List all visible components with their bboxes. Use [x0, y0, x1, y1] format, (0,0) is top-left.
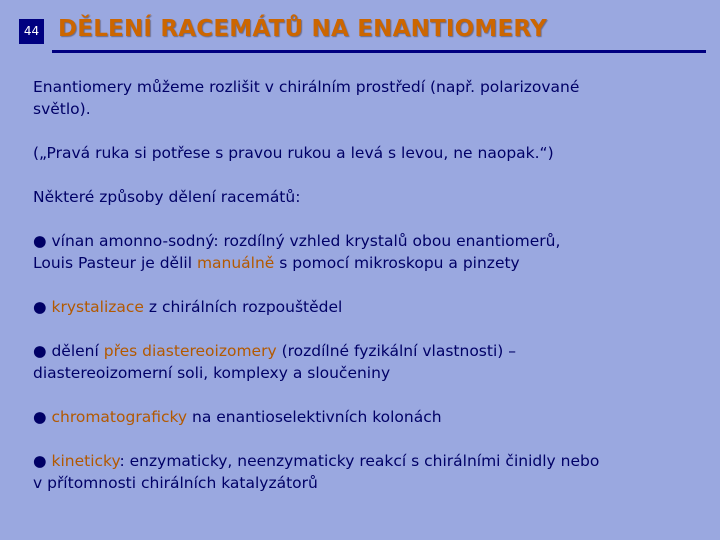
bullet-icon: ●: [33, 452, 47, 470]
bullet-text: na enantioselektivních kolonách: [187, 408, 442, 426]
bullet-item-tartrate: [33, 230, 705, 274]
bullet-text: v přítomnosti chirálních katalyzátorů: [33, 474, 318, 492]
highlight-text: krystalizace: [51, 298, 144, 316]
bullet-text: dělení: [46, 342, 104, 360]
bullet-text: Louis Pasteur je dělil: [33, 254, 197, 272]
slide-number-badge: 44: [19, 19, 44, 44]
highlight-text: manuálně: [196, 254, 275, 272]
bullet-icon: ●: [33, 232, 47, 250]
bullet-text: z chirálních rozpouštědel: [143, 298, 343, 316]
bullet-item-kinetic: [33, 450, 705, 494]
highlight-text: přes diastereoizomery: [103, 342, 277, 360]
highlight-text: kineticky: [51, 452, 120, 470]
intro-line-1: Enantiomery můžeme rozlišit v chirálním prostředí (např. polarizované: [33, 78, 580, 96]
bullet-item-diastereomers: [33, 340, 705, 384]
bullet-text: s pomocí mikroskopu a pinzety: [274, 254, 520, 272]
slide-body: [33, 76, 705, 494]
highlight-text: chromatograficky: [51, 408, 188, 426]
intro-paragraph: [33, 76, 705, 120]
bullet-text: (rozdílné fyzikální vlastnosti) –: [276, 342, 516, 360]
bullet-icon: ●: [33, 342, 47, 360]
quote-paragraph: („Pravá ruka si potřese s pravou rukou a levá s levou, ne naopak.“): [33, 144, 554, 162]
bullet-icon: ●: [33, 298, 47, 316]
title-underline: [52, 50, 706, 53]
methods-heading: Některé způsoby dělení racemátů:: [33, 188, 301, 206]
bullet-item-chromatography: [33, 406, 705, 428]
bullet-text: diastereoizomerní soli, komplexy a sloučeniny: [33, 364, 391, 382]
intro-line-2: světlo).: [33, 100, 91, 118]
bullet-item-crystallization: [33, 296, 705, 318]
bullet-text: vínan amonno-sodný: rozdílný vzhled krystalů obou enantiomerů,: [46, 232, 561, 250]
bullet-icon: ●: [33, 408, 47, 426]
slide-title: DĚLENÍ RACEMÁTŮ NA ENANTIOMERY: [58, 16, 547, 42]
bullet-text: : enzymaticky, neenzymaticky reakcí s chirálními činidly nebo: [119, 452, 600, 470]
